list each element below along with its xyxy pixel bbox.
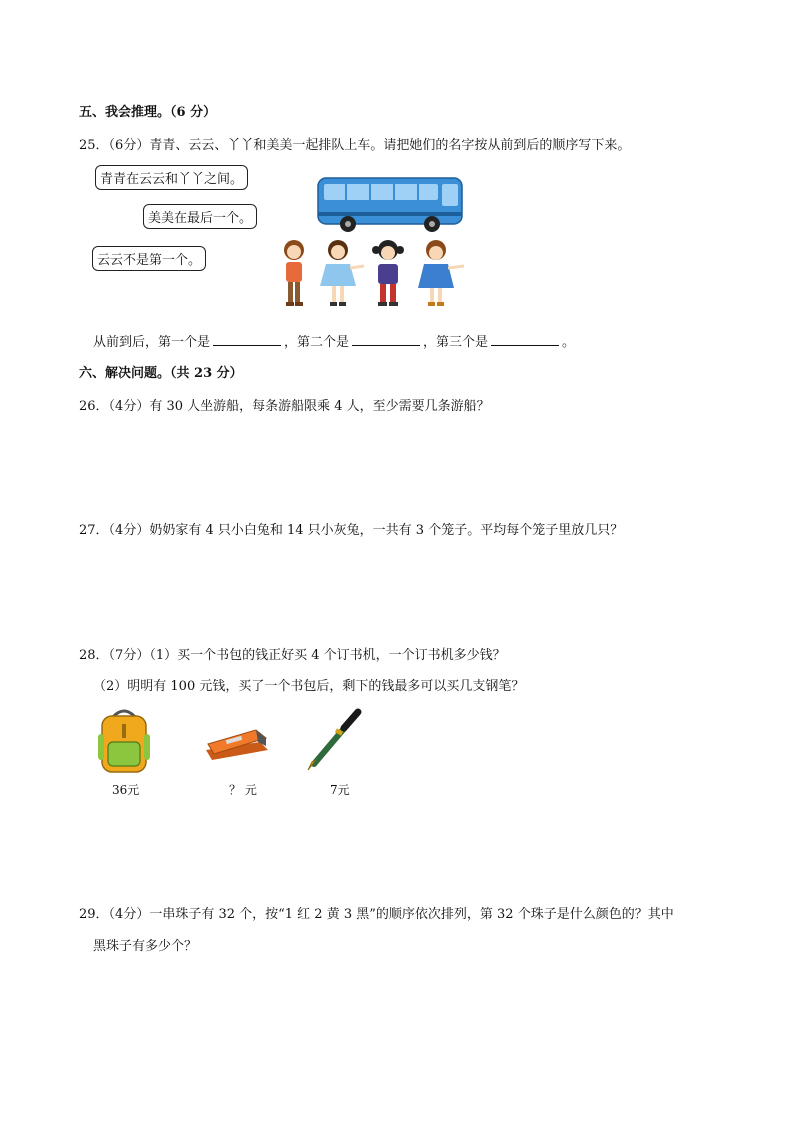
backpack-icon	[96, 706, 152, 776]
question-28-part-2: （2）明明有 100 元钱，买了一个书包后，剩下的钱最多可以买几支钢笔？	[93, 679, 525, 694]
pen-icon	[304, 706, 364, 772]
answer-suffix: 。	[562, 335, 576, 350]
four-girls-illustration	[276, 236, 472, 312]
section-6-title: 六、解决问题。（共 23 分）	[79, 366, 243, 381]
backpack-price: 36元	[112, 783, 140, 797]
stapler-price: ？ 元	[229, 783, 257, 797]
answer-prefix-2: ，第二个是	[284, 335, 350, 350]
question-27: 27．（4分）奶奶家有 4 只小白兔和 14 只小灰兔，一共有 3 个笼子。平均每个笼子里放几只？	[79, 523, 624, 538]
question-28-part-1: 28．（7分）（1）买一个书包的钱正好买 4 个订书机，一个订书机多少钱？	[79, 648, 506, 663]
bubble-qingqing: 青青在云云和丫丫之间。	[95, 165, 248, 190]
answer-blank-2[interactable]	[352, 333, 420, 346]
question-29-line-1: 29．（4分）一串珠子有 32 个，按“1 红 2 黄 3 黑”的顺序依次排列，第 32 个珠子是什么颜色的？其中	[79, 907, 674, 922]
bubble-yunyun: 云云不是第一个。	[92, 246, 206, 271]
stapler-icon	[202, 716, 272, 766]
girl-2-figure	[320, 240, 364, 306]
answer-blank-1[interactable]	[213, 333, 281, 346]
bubble-meimei: 美美在最后一个。	[143, 204, 257, 229]
question-29-line-2: 黑珠子有多少个？	[93, 939, 198, 954]
answer-prefix-1: 从前到后，第一个是	[93, 335, 211, 350]
answer-prefix-3: ，第三个是	[423, 335, 489, 350]
question-26: 26．（4分）有 30 人坐游船，每条游船限乘 4 人，至少需要几条游船？	[79, 399, 490, 414]
pen-price: 7元	[330, 783, 350, 797]
question-25-answer-line	[93, 331, 575, 350]
girl-3-figure	[372, 240, 404, 306]
answer-blank-3[interactable]	[491, 333, 559, 346]
girl-4-figure	[418, 240, 464, 306]
girl-1-figure	[284, 240, 304, 306]
bus-illustration	[316, 174, 466, 236]
question-25-stem: 25．（6分）青青、云云、丫丫和美美一起排队上车。请把她们的名字按从前到后的顺序写下来。	[79, 138, 631, 153]
section-5-title: 五、我会推理。（6 分）	[79, 105, 217, 120]
